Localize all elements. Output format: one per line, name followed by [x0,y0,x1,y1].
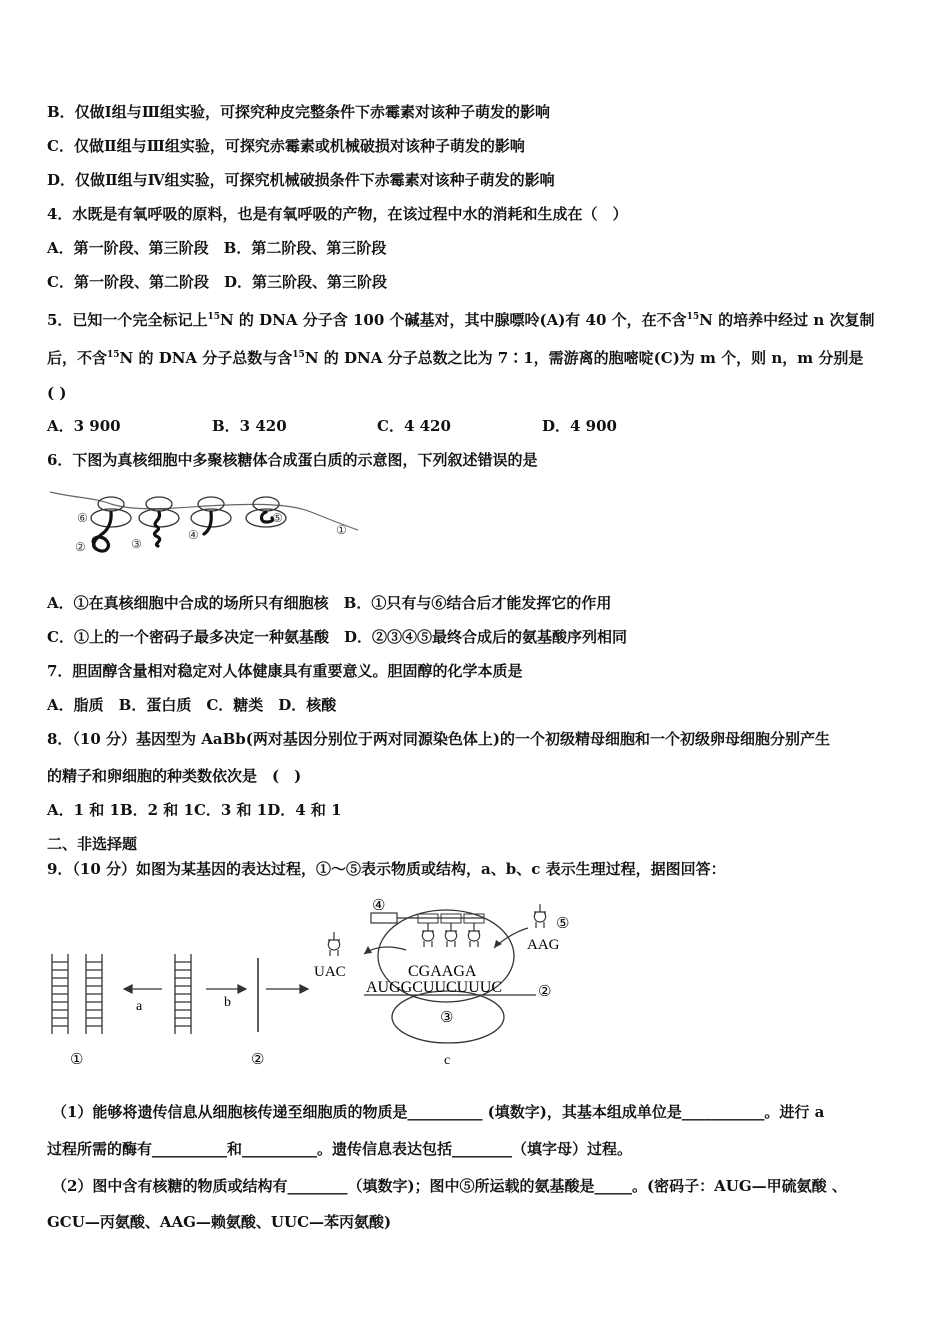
q6-stem: 6．下图为真核细胞中多聚核糖体合成蛋白质的示意图，下列叙述错误的是 [47,451,538,469]
fig6-label-2: ② [75,540,86,554]
fig9-num-4: ④ [372,898,386,914]
gene-expression-figure [46,892,606,1072]
fig6-label-3: ③ [131,537,142,551]
fig9-uac: UAC [314,964,346,980]
q5-option-b: B．3 420 [212,417,287,435]
q4-options-ab: A．第一阶段、第三阶段 B．第二阶段、第三阶段 [47,239,387,257]
q5-option-d: D．4 900 [542,417,617,435]
fig9-label-a: a [136,999,143,1014]
fig9-mrna: AUGGCUUCUUUC [366,979,503,996]
fig9-num-3: ③ [440,1010,454,1026]
fig9-aag: AAG [527,937,560,953]
q7-stem: 7．胆固醇含量相对稳定对人体健康具有重要意义。胆固醇的化学本质是 [47,662,523,680]
q8-stem-line1: 8．（10 分）基因型为 AaBb(两对基因分别位于两对同源染色体上)的一个初级精母细胞和一个初级卵母细胞分别产生 [47,730,830,748]
q7-options: A．脂质 B．蛋白质 C．糖类 D．核酸 [47,696,337,714]
fig9-label-c: c [444,1053,451,1068]
q3-option-d: D．仅做Ⅱ组与Ⅳ组实验，可探究机械破损条件下赤霉素对该种子萌发的影响 [47,171,555,189]
q5-option-c: C．4 420 [377,417,451,435]
polyribosome-figure [46,482,361,560]
fig9-num-1: ① [70,1052,84,1068]
q5-option-a: A．3 900 [47,417,121,435]
q9-part1-line1: （1）能够将遗传信息从细胞核传递至细胞质的物质是__________ (填数字)，其基本组成单位是___________。进行 a [52,1103,825,1121]
fig9-num-2-left: ② [251,1052,265,1068]
fig6-label-1: ① [336,523,347,537]
q4-options-cd: C．第一阶段、第二阶段 D．第三阶段、第三阶段 [47,273,387,291]
q5-options [47,416,617,436]
fig9-num-2-right: ② [538,984,552,1000]
fig6-label-4: ④ [188,528,199,542]
q9-stem: 9．（10 分）如图为某基因的表达过程，①～⑤表示物质或结构，a、b、c 表示生理过程，据图回答： [47,860,726,878]
q3-option-b: B．仅做Ⅰ组与Ⅲ组实验，可探究种皮完整条件下赤霉素对该种子萌发的影响 [47,103,550,121]
q8-stem-line2: 的精子和卵细胞的种类数依次是 ( ) [47,767,302,785]
q6-options-ab: A．①在真核细胞中合成的场所只有细胞核 B．①只有与⑥结合后才能发挥它的作用 [47,594,612,612]
fig9-label-b: b [224,995,231,1010]
fig9-cgaaga: CGAAGA [408,963,477,980]
q9-part2-line1: （2）图中含有核糖的物质或结构有________（填数字)；图中⑤所运载的氨基酸是_____。(密码子：AUG—甲硫氨酸 、 [52,1177,847,1195]
q5-stem-line2: 后，不含$^{15}$N 的 DNA 分子总数与含$^{15}$N 的 DNA 分子总数之比为 7∶1，需游离的胞嘧啶(C)为 m 个，则 n，m 分别是 [47,349,864,367]
section-heading: 二、非选择题 [47,835,138,853]
q9-part1-line2: 过程所需的酶有__________和__________。遗传信息表达包括________（填字母）过程。 [47,1140,633,1158]
fig9-num-5: ⑤ [556,916,570,932]
q4-stem: 4．水既是有氧呼吸的原料，也是有氧呼吸的产物，在该过程中水的消耗和生成在（ ） [47,205,628,223]
q5-stem-line3: ( ) [47,384,67,402]
fig6-label-6: ⑥ [77,511,88,525]
q9-part2-line2: GCU—丙氨酸、AAG—赖氨酸、UUC—苯丙氨酸) [47,1213,392,1231]
q6-options-cd: C．①上的一个密码子最多决定一种氨基酸 D．②③④⑤最终合成后的氨基酸序列相同 [47,628,627,646]
q8-options: A．1 和 1B．2 和 1C．3 和 1D．4 和 1 [47,801,342,819]
fig6-label-5: ⑤ [272,511,283,525]
q3-option-c: C．仅做Ⅱ组与Ⅲ组实验，可探究赤霉素或机械破损对该种子萌发的影响 [47,137,525,155]
q5-stem-line1: 5．已知一个完全标记上$^{15}$N 的 DNA 分子含 100 个碱基对，其中腺嘌呤(A)有 40 个，在不含$^{15}$N 的培养中经过 n 次复制 [47,311,875,329]
